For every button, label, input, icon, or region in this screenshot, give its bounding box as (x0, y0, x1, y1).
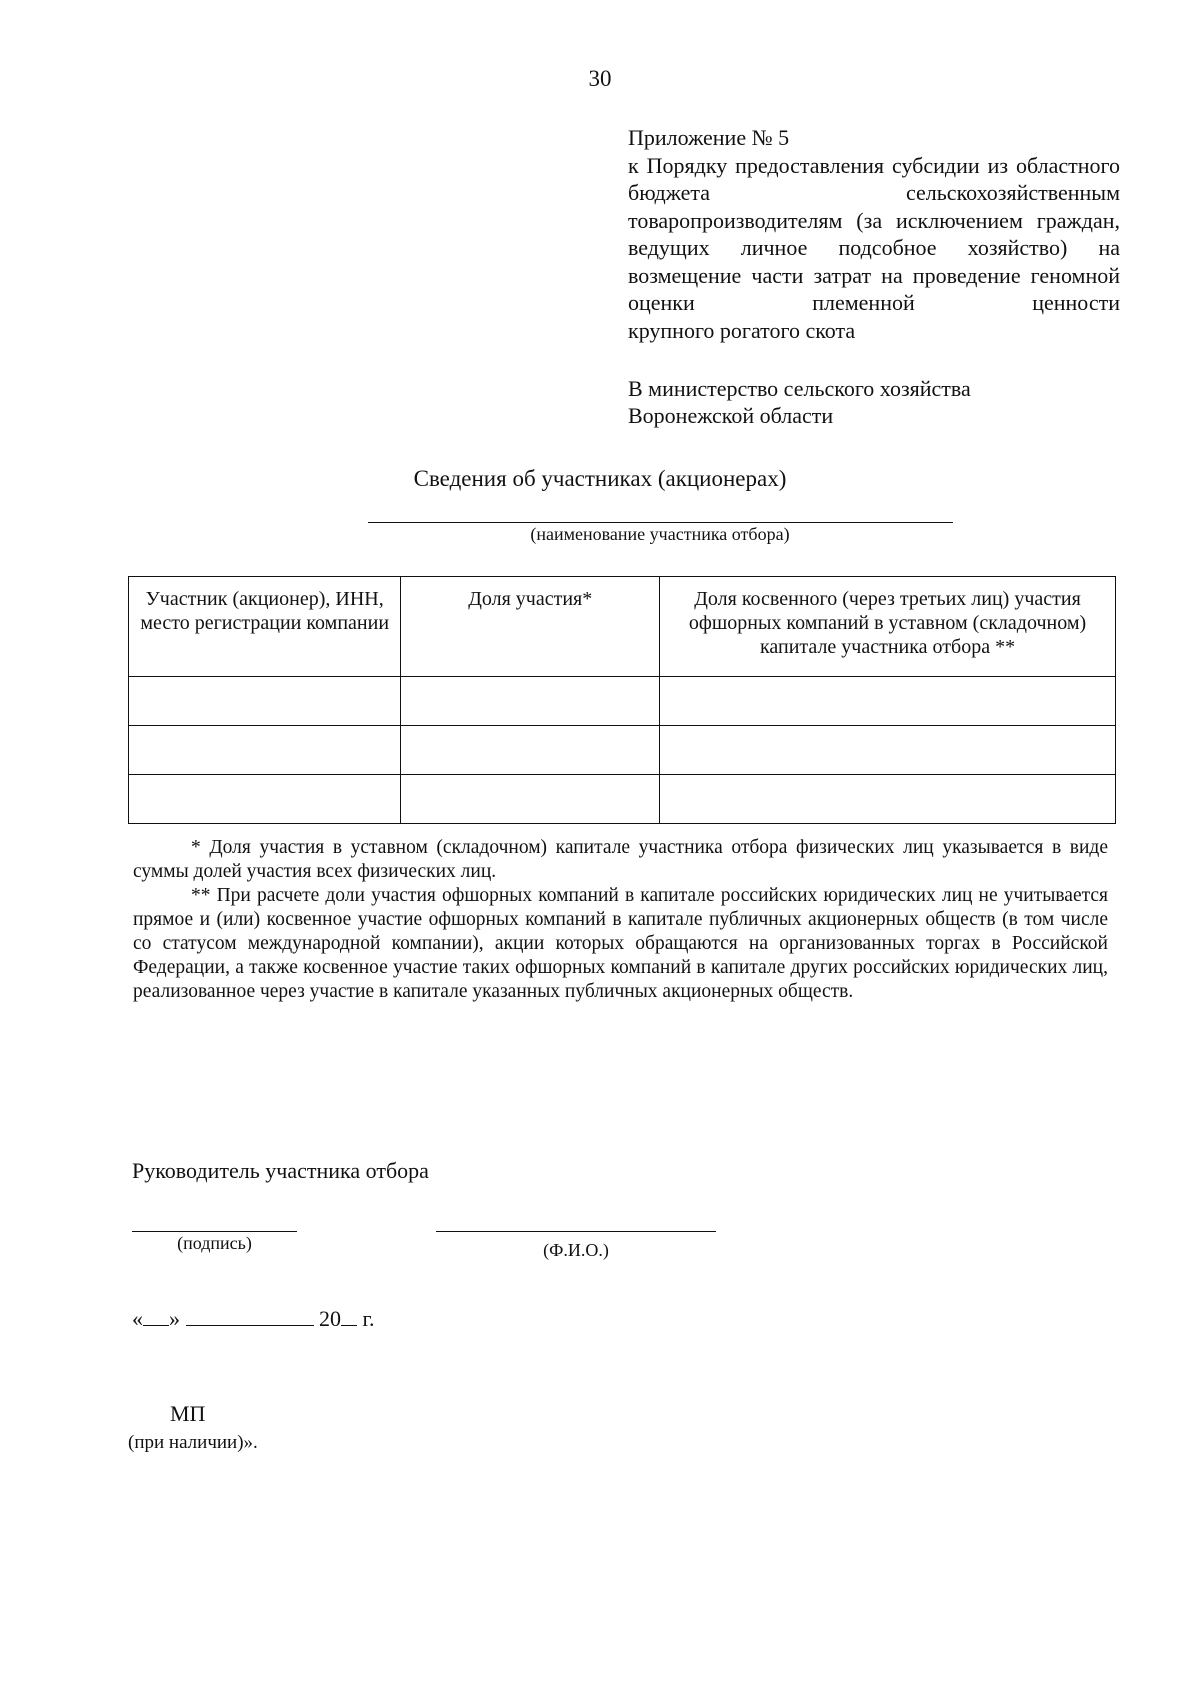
head-label: Руководитель участника отбора (132, 1158, 429, 1183)
recipient-line-2: Воронежской области (628, 403, 834, 428)
participant-name-line (368, 522, 953, 523)
table-cell (660, 677, 1116, 726)
table-cell (129, 677, 401, 726)
appendix-title: Приложение № 5 (628, 125, 790, 150)
header-share: Доля участия* (401, 577, 660, 677)
appendix-block (628, 124, 1120, 344)
full-name-caption: (Ф.И.О.) (543, 1240, 609, 1260)
table-cell (401, 677, 660, 726)
footnote-2: ** При расчете доли участия офшорных компаний в капитале российских юридических лиц не учитывается прямое и (или) косвенное участие офшорных компаний в капитале публичных акционерных обществ (в том числе со статусом международной компании), акции которых обращаются на организованных торгах в Российской Федерации, а также косвенное участие таких офшорных компаний в капитале других российских юридических лиц, реализованное через участие в капитале указанных публичных акционерных обществ. (133, 885, 1108, 1002)
recipient-line-1: В министерство сельского хозяйства (628, 376, 971, 401)
date-line (132, 1305, 375, 1332)
footnotes (133, 836, 1108, 1004)
table-row (129, 726, 1116, 775)
shareholders-table (128, 576, 1116, 824)
table-cell (401, 775, 660, 824)
document-title: Сведения об участниках (акционерах) (413, 466, 787, 491)
month-blank (186, 1305, 314, 1326)
year-prefix: 20 (319, 1306, 341, 1331)
year-suffix: г. (362, 1306, 375, 1331)
date-open-quote: « (132, 1306, 143, 1331)
date-close-quote: » (169, 1306, 180, 1331)
table-row (129, 775, 1116, 824)
recipient-block (628, 375, 1120, 429)
stamp-note: (при наличии)». (128, 1432, 258, 1453)
full-name-line (436, 1231, 716, 1232)
table-header-row (129, 577, 1116, 677)
table-cell (401, 726, 660, 775)
footnote-1: * Доля участия в уставном (складочном) капитале участника отбора физических лиц указывается в виде суммы долей участия всех физических лиц. (133, 837, 1108, 882)
participant-name-caption: (наименование участника отбора) (530, 524, 790, 544)
stamp-label: МП (170, 1401, 206, 1426)
table-cell (660, 775, 1116, 824)
year-blank (341, 1305, 357, 1326)
header-offshore-share: Доля косвенного (через третьих лиц) участия офшорных компаний в уставном (складочном) капитале участника отбора ** (660, 577, 1116, 677)
page-number: 30 (588, 66, 612, 91)
signature-line (132, 1231, 297, 1232)
header-participant: Участник (акционер), ИНН, место регистрации компании (129, 577, 401, 677)
table-cell (129, 726, 401, 775)
table-row (129, 677, 1116, 726)
appendix-body: к Порядку предоставления субсидии из областного бюджета сельскохозяйственным товаропроизводителям (за исключением граждан, ведущих личное подсобное хозяйство) на возмещение части затрат на проведение геномной оценки племенной ценности (628, 152, 1120, 315)
appendix-last-line: крупного рогатого скота (628, 317, 856, 343)
table-cell (129, 775, 401, 824)
table-cell (660, 726, 1116, 775)
day-blank (143, 1305, 169, 1326)
signature-caption: (подпись) (177, 1233, 252, 1253)
